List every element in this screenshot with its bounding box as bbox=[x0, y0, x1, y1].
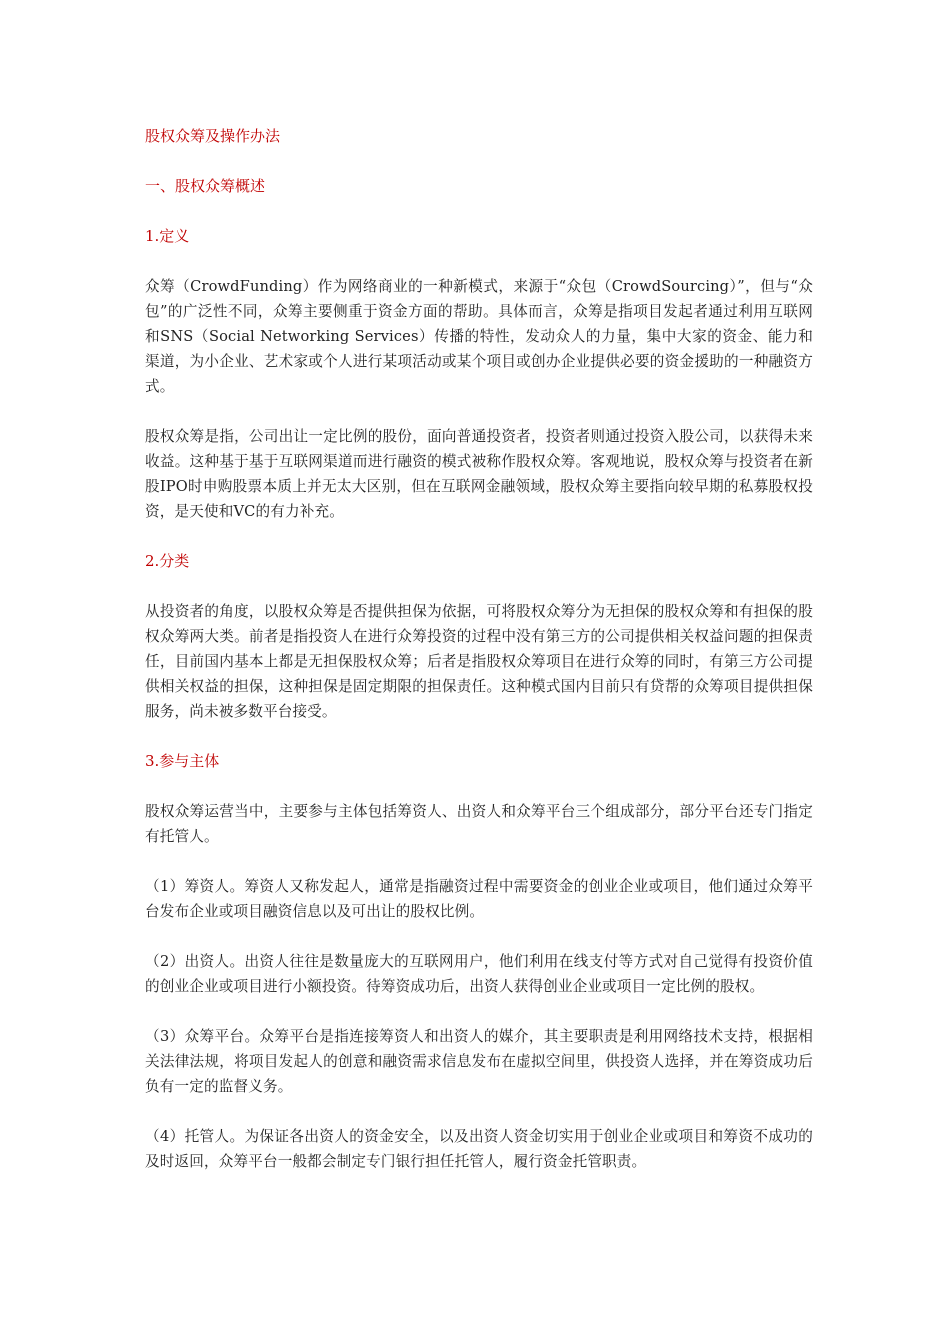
document-body bbox=[145, 124, 813, 1199]
subheading-classification: 2.分类 bbox=[145, 552, 190, 570]
paragraph-participant-investor: （2）出资人。出资人往往是数量庞大的互联网用户，他们利用在线支付等方式对自己觉得有投资价值的创业企业或项目进行小额投资。待筹资成功后，出资人获得创业企业或项目一定比例的股权。 bbox=[145, 953, 813, 995]
paragraph-participant-platform: （3）众筹平台。众筹平台是指连接筹资人和出资人的媒介，其主要职责是利用网络技术支持，根据相关法律法规，将项目发起人的创意和融资需求信息发布在虚拟空间里，供投资人选择，并在筹资成功后负有一定的监督义务。 bbox=[145, 1028, 813, 1095]
section-heading-overview: 一、股权众筹概述 bbox=[145, 177, 266, 195]
paragraph-participant-fundraiser: （1）筹资人。筹资人又称发起人，通常是指融资过程中需要资金的创业企业或项目，他们通过众筹平台发布企业或项目融资信息以及可出让的股权比例。 bbox=[145, 878, 813, 920]
document-title: 股权众筹及操作办法 bbox=[145, 127, 281, 145]
paragraph-participant-custodian: （4）托管人。为保证各出资人的资金安全，以及出资人资金切实用于创业企业或项目和筹资不成功的及时返回，众筹平台一般都会制定专门银行担任托管人，履行资金托管职责。 bbox=[145, 1128, 813, 1170]
paragraph-definition-equity-crowdfunding: 股权众筹是指，公司出让一定比例的股份，面向普通投资者，投资者则通过投资入股公司，以获得未来收益。这种基于基于互联网渠道而进行融资的模式被称作股权众筹。客观地说，股权众筹与投资者在新股IPO时申购股票本质上并无太大区别，但在互联网金融领域，股权众筹主要指向较早期的私募股权投资，是天使和VC的有力补充。 bbox=[145, 428, 813, 520]
subheading-participants: 3.参与主体 bbox=[145, 752, 220, 770]
subheading-definition: 1.定义 bbox=[145, 227, 190, 245]
paragraph-definition-crowdfunding: 众筹（CrowdFunding）作为网络商业的一种新模式，来源于“众包（CrowdSourcing）”，但与“众包”的广泛性不同，众筹主要侧重于资金方面的帮助。具体而言，众筹是指项目发起者通过利用互联网和SNS（Social Networking Services）传播的特性，发动众人的力量，集中大家的资金、能力和渠道，为小企业、艺术家或个人进行某项活动或某个项目或创办企业提供必要的资金援助的一种融资方式。 bbox=[145, 278, 813, 395]
paragraph-participants-intro: 股权众筹运营当中，主要参与主体包括筹资人、出资人和众筹平台三个组成部分，部分平台还专门指定有托管人。 bbox=[145, 803, 813, 845]
paragraph-classification: 从投资者的角度，以股权众筹是否提供担保为依据，可将股权众筹分为无担保的股权众筹和有担保的股权众筹两大类。前者是指投资人在进行众筹投资的过程中没有第三方的公司提供相关权益问题的担保责任，目前国内基本上都是无担保股权众筹；后者是指股权众筹项目在进行众筹的同时，有第三方公司提供相关权益的担保，这种担保是固定期限的担保责任。这种模式国内目前只有贷帮的众筹项目提供担保服务，尚未被多数平台接受。 bbox=[145, 603, 813, 720]
